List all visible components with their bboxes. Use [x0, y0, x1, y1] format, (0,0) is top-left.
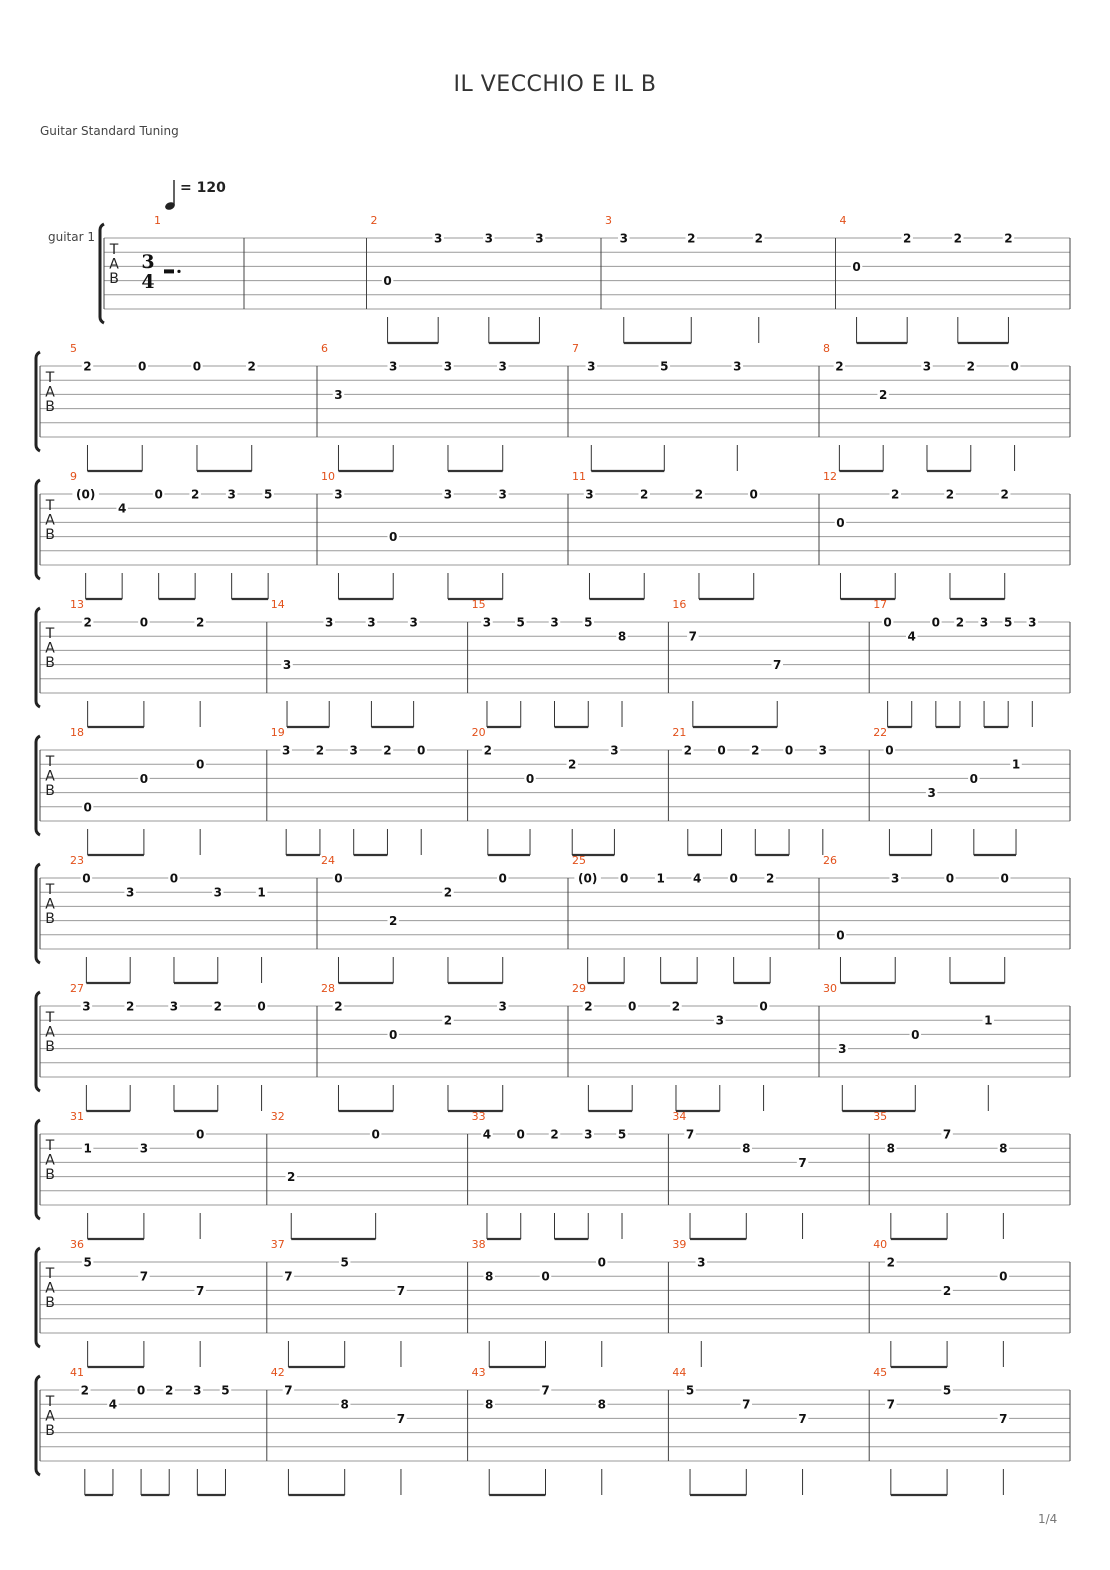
measure-number: 14: [270, 598, 285, 611]
measure-number: 25: [572, 854, 586, 867]
fret-number: 0: [389, 530, 398, 545]
fret-number: 3: [498, 999, 507, 1014]
fret-number: 0: [759, 999, 768, 1014]
fret-number: 2: [694, 487, 704, 502]
fret-number: 4: [692, 871, 702, 886]
fret-number: 3: [498, 359, 507, 374]
fret-number: 7: [742, 1397, 751, 1412]
fret-number: 2: [550, 1127, 559, 1142]
measure-number: 45: [873, 1366, 888, 1379]
fret-number: 5: [263, 487, 273, 502]
fret-number: 0: [619, 871, 629, 886]
fret-number: 0: [999, 1269, 1008, 1284]
fret-number: 0: [525, 771, 535, 786]
fret-number: 7: [999, 1411, 1008, 1426]
measure-number: 12: [823, 470, 837, 483]
system-bracket: [36, 608, 40, 707]
fret-number: 2: [584, 999, 593, 1014]
fret-number: 3: [389, 359, 398, 374]
fret-number: 0: [83, 800, 92, 815]
fret-number: 2: [383, 743, 392, 758]
page-number: 1/4: [1038, 1512, 1058, 1526]
tab-clef-letter: B: [45, 911, 55, 927]
fret-number: 8: [340, 1397, 349, 1412]
fret-number: 2: [190, 487, 200, 502]
fret-number: (0): [75, 487, 96, 502]
fret-number: 2: [483, 743, 492, 758]
fret-number: 1: [984, 1013, 993, 1028]
time-signature-top: 3: [141, 251, 155, 273]
fret-number: 7: [773, 658, 782, 673]
half-rest-symbol: [164, 269, 174, 273]
fret-number: 7: [139, 1269, 149, 1284]
measure-number: 1: [154, 214, 161, 227]
tab-clef-letter: T: [109, 242, 119, 258]
fret-number: 2: [334, 999, 343, 1014]
fret-number: 2: [213, 999, 222, 1014]
system-bracket: [36, 1120, 40, 1219]
system-bracket: [36, 736, 40, 835]
system-bracket: [36, 352, 40, 451]
fret-number: 3: [334, 487, 343, 502]
fret-number: 0: [1000, 871, 1009, 886]
fret-number: 2: [640, 487, 649, 502]
fret-number: 3: [349, 743, 358, 758]
tab-clef-letter: A: [45, 1024, 55, 1041]
fret-number: 0: [498, 871, 507, 886]
fret-number: 3: [498, 487, 507, 502]
fret-number: 0: [138, 359, 147, 374]
tab-clef-letter: A: [45, 384, 55, 401]
fret-number: 2: [315, 743, 325, 758]
fret-number: 2: [886, 1255, 896, 1270]
fret-number: 5: [340, 1255, 349, 1270]
fret-number: 3: [818, 743, 827, 758]
fret-number: 0: [383, 274, 392, 289]
tab-clef-letter: T: [45, 1010, 55, 1026]
fret-number: 0: [82, 871, 91, 886]
fret-number: 0: [852, 259, 861, 274]
measure-number: 9: [70, 470, 77, 483]
fret-number: 8: [485, 1397, 494, 1412]
fret-number: 3: [891, 871, 900, 886]
fret-number: 7: [798, 1155, 807, 1170]
measure-number: 41: [70, 1366, 84, 1379]
measure-number: 35: [873, 1110, 888, 1123]
measure-number: 29: [572, 982, 586, 995]
measure-number: 34: [672, 1110, 687, 1123]
measure-number: 5: [70, 342, 77, 355]
fret-number: 1: [1011, 757, 1021, 772]
fret-number: 7: [798, 1411, 807, 1426]
tab-clef-letter: B: [45, 399, 55, 415]
fret-number: 0: [931, 615, 941, 630]
fret-number: 8: [999, 1141, 1008, 1156]
measure-number: 15: [471, 598, 486, 611]
fret-number: 7: [886, 1397, 896, 1412]
fret-number: 1: [257, 885, 266, 900]
system-bracket: [36, 864, 40, 963]
tab-clef-letter: A: [45, 512, 55, 529]
fret-number: 2: [942, 1283, 952, 1298]
tab-clef-letter: T: [45, 626, 55, 642]
measure-number: 16: [672, 598, 687, 611]
fret-number: 3: [82, 999, 91, 1014]
tab-clef-letter: B: [45, 1039, 55, 1055]
measure-number: 27: [70, 982, 84, 995]
fret-number: 7: [942, 1127, 952, 1142]
fret-number: 0: [516, 1127, 525, 1142]
measure-number: 40: [873, 1238, 888, 1251]
fret-number: 7: [685, 1127, 695, 1142]
fret-number: 3: [838, 1042, 847, 1057]
fret-number: 3: [927, 786, 936, 801]
measure-number: 10: [321, 470, 335, 483]
fret-number: 1: [83, 1141, 92, 1156]
measure-number: 6: [321, 342, 328, 355]
tempo-value: = 120: [180, 180, 226, 196]
tab-clef-letter: A: [45, 1280, 55, 1297]
fret-number: 2: [879, 387, 888, 402]
fret-number: 5: [942, 1383, 952, 1398]
tab-clef-letter: T: [45, 882, 55, 898]
tab-clef-letter: A: [45, 896, 55, 913]
fret-number: 1: [656, 871, 665, 886]
fret-number: 3: [697, 1255, 706, 1270]
fret-number: 2: [568, 757, 577, 772]
fret-number: 0: [836, 515, 845, 530]
fret-number: 2: [891, 487, 900, 502]
fret-number: 0: [371, 1127, 380, 1142]
fret-number: 0: [195, 1127, 205, 1142]
song-title: IL VECCHIO E IL B: [453, 72, 657, 97]
fret-number: 3: [610, 743, 619, 758]
measure-number: 28: [321, 982, 335, 995]
measure-number: 43: [471, 1366, 486, 1379]
fret-number: 2: [83, 615, 92, 630]
fret-number: 3: [227, 487, 236, 502]
fret-number: 3: [619, 231, 628, 246]
measure-number: 3: [605, 214, 612, 227]
fret-number: 2: [443, 885, 453, 900]
fret-number: 2: [83, 359, 92, 374]
fret-number: 0: [945, 871, 955, 886]
system-bracket: [36, 1248, 40, 1347]
fret-number: 0: [417, 743, 426, 758]
measure-number: 37: [270, 1238, 285, 1251]
fret-number: 0: [717, 743, 726, 758]
tab-clef-letter: B: [109, 271, 119, 287]
fret-number: 0: [195, 757, 205, 772]
fret-number: 8: [617, 629, 627, 644]
fret-number: 7: [688, 629, 698, 644]
fret-number: 0: [1010, 359, 1019, 374]
measure-number: 31: [70, 1110, 84, 1123]
system-bracket: [36, 992, 40, 1091]
fret-number: 2: [1000, 487, 1009, 502]
fret-number: 2: [953, 231, 962, 246]
fret-number: 0: [192, 359, 202, 374]
fret-number: 2: [389, 914, 398, 929]
tab-clef-letter: T: [45, 1394, 55, 1410]
fret-number: 2: [1004, 231, 1013, 246]
fret-number: 0: [154, 487, 163, 502]
fret-number: 3: [281, 743, 291, 758]
measure-number: 2: [370, 214, 378, 227]
fret-number: 0: [628, 999, 637, 1014]
fret-number: 5: [221, 1383, 230, 1398]
fret-number: 3: [715, 1013, 724, 1028]
fret-number: 0: [541, 1269, 550, 1284]
fret-number: 2: [80, 1383, 89, 1398]
fret-number: 5: [660, 359, 669, 374]
fret-number: 0: [729, 871, 738, 886]
tab-clef-letter: A: [109, 256, 119, 273]
fret-number: 3: [169, 999, 179, 1014]
fret-number: 3: [482, 615, 492, 630]
fret-number: 4: [108, 1397, 118, 1412]
tab-clef-letter: B: [45, 1167, 55, 1183]
fret-number: 3: [139, 1141, 149, 1156]
fret-number: 3: [367, 615, 376, 630]
measure-number: 20: [471, 726, 486, 739]
fret-number: 2: [165, 1383, 174, 1398]
fret-number: 3: [325, 615, 334, 630]
fret-number: 0: [257, 999, 266, 1014]
measure-number: 18: [70, 726, 84, 739]
tab-clef-letter: B: [45, 655, 55, 671]
tab-clef-letter: B: [45, 1295, 55, 1311]
fret-number: 7: [195, 1283, 205, 1298]
fret-number: 3: [535, 231, 544, 246]
measure-number: 23: [70, 854, 84, 867]
fret-number: 8: [886, 1141, 896, 1156]
fret-number: 2: [287, 1170, 296, 1185]
fret-number: 0: [836, 928, 845, 943]
measure-number: 4: [839, 214, 847, 227]
system-bracket: [100, 224, 104, 323]
fret-number: 2: [966, 359, 975, 374]
fret-number: 5: [685, 1383, 695, 1398]
fret-number: 2: [835, 359, 844, 374]
fret-number: 4: [907, 629, 916, 644]
fret-number: 2: [765, 871, 775, 886]
fret-number: 4: [482, 1127, 492, 1142]
measure-number: 36: [70, 1238, 84, 1251]
tuning-label: Guitar Standard Tuning: [40, 124, 179, 138]
measure-number: 44: [672, 1366, 687, 1379]
measure-number: 21: [672, 726, 687, 739]
fret-number: 5: [1004, 615, 1013, 630]
fret-number: 0: [969, 771, 978, 786]
fret-number: 0: [911, 1027, 920, 1042]
measure-number: 30: [823, 982, 837, 995]
fret-number: 3: [193, 1383, 202, 1398]
measure-number: 17: [873, 598, 888, 611]
rest-dot: [177, 270, 180, 273]
measure-number: 7: [572, 342, 579, 355]
measure-number: 33: [471, 1110, 486, 1123]
fret-number: 3: [213, 885, 222, 900]
fret-number: 3: [334, 387, 343, 402]
fret-number: 5: [584, 615, 593, 630]
fret-number: 2: [126, 999, 135, 1014]
fret-number: 5: [516, 615, 525, 630]
fret-number: 2: [195, 615, 205, 630]
tab-clef-letter: B: [45, 1423, 55, 1439]
measure-number: 42: [270, 1366, 285, 1379]
fret-number: 0: [883, 615, 892, 630]
fret-number: 7: [541, 1383, 550, 1398]
fret-number: 3: [585, 487, 594, 502]
measure-number: 22: [873, 726, 888, 739]
fret-number: 0: [136, 1383, 146, 1398]
tab-clef-letter: A: [45, 1152, 55, 1169]
measure-number: 19: [270, 726, 285, 739]
fret-number: 0: [139, 771, 149, 786]
fret-number: 8: [485, 1269, 494, 1284]
measure-number: 38: [471, 1238, 486, 1251]
fret-number: 0: [334, 871, 343, 886]
tab-clef-letter: B: [45, 783, 55, 799]
fret-number: 0: [749, 487, 758, 502]
tab-clef-letter: A: [45, 1408, 55, 1425]
tab-clef-letter: T: [45, 754, 55, 770]
fret-number: 7: [284, 1383, 293, 1398]
fret-number: 2: [945, 487, 955, 502]
fret-number: 3: [1028, 615, 1037, 630]
fret-number: 0: [784, 743, 794, 758]
tab-clef-letter: T: [45, 498, 55, 514]
tab-clef-letter: A: [45, 768, 55, 785]
fret-number: (0): [577, 871, 598, 886]
fret-number: 2: [903, 231, 912, 246]
measure-number: 26: [823, 854, 837, 867]
fret-number: 3: [733, 359, 742, 374]
fret-number: 2: [671, 999, 681, 1014]
fret-number: 0: [885, 743, 894, 758]
fret-number: 3: [443, 359, 453, 374]
system-bracket: [36, 1376, 40, 1475]
fret-number: 7: [284, 1269, 293, 1284]
fret-number: 3: [126, 885, 135, 900]
fret-number: 3: [443, 487, 453, 502]
fret-number: 0: [389, 1027, 398, 1042]
fret-number: 0: [597, 1255, 606, 1270]
fret-number: 0: [139, 615, 149, 630]
fret-number: 2: [754, 231, 763, 246]
fret-number: 5: [617, 1127, 627, 1142]
measure-number: 39: [672, 1238, 687, 1251]
fret-number: 3: [484, 231, 493, 246]
measure-number: 8: [823, 342, 830, 355]
measure-number: 32: [270, 1110, 285, 1123]
fret-number: 2: [683, 743, 692, 758]
fret-number: 3: [584, 1127, 593, 1142]
fret-number: 2: [443, 1013, 453, 1028]
fret-number: 2: [751, 743, 760, 758]
fret-number: 7: [396, 1283, 406, 1298]
measure-number: 11: [572, 470, 586, 483]
fret-number: 3: [587, 359, 596, 374]
fret-number: 8: [742, 1141, 751, 1156]
fret-number: 7: [396, 1411, 406, 1426]
tab-clef-letter: T: [45, 1266, 55, 1282]
time-signature-bottom: 4: [141, 271, 155, 293]
fret-number: 4: [117, 501, 127, 516]
fret-number: 3: [979, 615, 989, 630]
instrument-name: guitar 1: [48, 230, 95, 244]
fret-number: 3: [409, 615, 418, 630]
fret-number: 2: [687, 231, 696, 246]
fret-number: 2: [247, 359, 256, 374]
tab-clef-letter: T: [45, 370, 55, 386]
measure-number: 13: [70, 598, 84, 611]
fret-number: 3: [282, 658, 292, 673]
fret-number: 3: [550, 615, 559, 630]
system-bracket: [36, 480, 40, 579]
fret-number: 3: [434, 231, 443, 246]
fret-number: 3: [922, 359, 932, 374]
fret-number: 5: [83, 1255, 92, 1270]
fret-number: 8: [597, 1397, 606, 1412]
fret-number: 2: [955, 615, 965, 630]
tab-clef-letter: T: [45, 1138, 55, 1154]
tab-clef-letter: A: [45, 640, 55, 657]
fret-number: 0: [169, 871, 179, 886]
tab-clef-letter: B: [45, 527, 55, 543]
measure-number: 24: [321, 854, 335, 867]
